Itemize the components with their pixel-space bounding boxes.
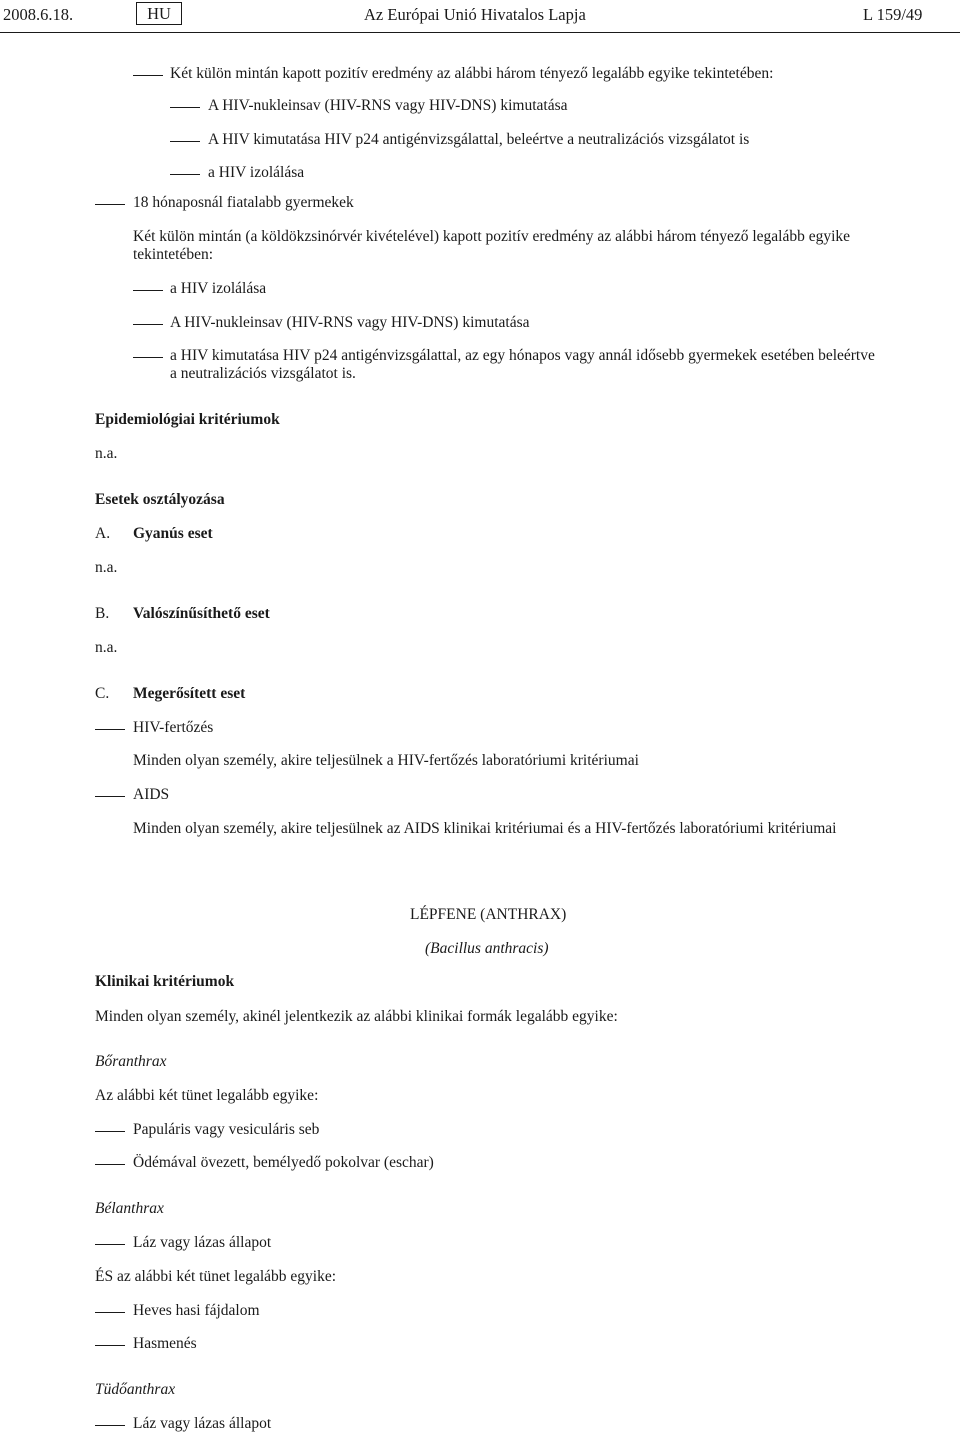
children-heading: 18 hónaposnál fiatalabb gyermekek [133, 194, 354, 211]
anthrax-subtitle: (Bacillus anthracis) [425, 940, 549, 957]
dash-marker [95, 1425, 125, 1426]
two-samples-intro: Két külön mintán kapott pozitív eredmény az alábbi három tényező legalább egyike tekintetében: [170, 65, 774, 82]
publication-date: 2008.6.18. [3, 5, 74, 24]
clinical-criteria-heading: Klinikai kritériumok [95, 973, 235, 990]
list-item: Láz vagy lázas állapot [133, 1234, 272, 1251]
children-intro-line2: tekintetében: [133, 246, 214, 263]
list-item-line2: a neutralizációs vizsgálatot is. [170, 365, 356, 382]
journal-title: Az Európai Unió Hivatalos Lapja [364, 5, 586, 24]
dash-marker [95, 729, 125, 730]
dash-marker [170, 141, 200, 142]
list-item: Ödémával övezett, bemélyedő pokolvar (eschar) [133, 1154, 434, 1171]
probable-case-value: n.a. [95, 639, 118, 656]
list-item: Heves hasi fájdalom [133, 1302, 260, 1319]
list-item: Láz vagy lázas állapot [133, 1415, 272, 1432]
suspected-case-value: n.a. [95, 559, 118, 576]
list-item: Papuláris vagy vesiculáris seb [133, 1121, 320, 1138]
dash-marker [95, 1312, 125, 1313]
children-intro-line1: Két külön mintán (a köldökzsinórvér kivételével) kapott pozitív eredmény az alábbi három tényező legalább egyike [133, 228, 851, 245]
clinical-intro: Minden olyan személy, akinél jelentkezik az alábbi klinikai formák legalább egyike: [95, 1008, 618, 1025]
hiv-infection-desc: Minden olyan személy, akire teljesülnek a HIV-fertőzés laboratóriumi kritériumai [133, 752, 639, 769]
section-letter-a: A. [95, 525, 111, 542]
section-letter-c: C. [95, 685, 110, 702]
dash-marker [133, 324, 163, 325]
list-item: a HIV izolálása [170, 280, 267, 297]
list-item: A HIV-nukleinsav (HIV-RNS vagy HIV-DNS) kimutatása [170, 314, 530, 331]
aids-label: AIDS [133, 786, 170, 803]
probable-case-title: Valószínűsíthető eset [133, 605, 270, 622]
hiv-infection-label: HIV-fertőzés [133, 719, 214, 736]
classification-heading: Esetek osztályozása [95, 491, 225, 508]
section-letter-b: B. [95, 605, 110, 622]
list-item: a HIV izolálása [208, 164, 305, 181]
dash-marker [95, 204, 125, 205]
lung-anthrax-title: Tüdőanthrax [95, 1381, 176, 1398]
gut-anthrax-title: Bélanthrax [95, 1200, 164, 1217]
confirmed-case-title: Megerősített eset [133, 685, 246, 702]
dash-marker [95, 1164, 125, 1165]
epi-value: n.a. [95, 445, 118, 462]
skin-anthrax-title: Bőranthrax [95, 1053, 167, 1070]
skin-intro: Az alábbi két tünet legalább egyike: [95, 1087, 319, 1104]
aids-desc: Minden olyan személy, akire teljesülnek az AIDS klinikai kritériumai és a HIV-fertőzés laboratóriumi kritériumai [133, 820, 837, 837]
dash-marker [95, 796, 125, 797]
language-code-box: HU [136, 2, 182, 25]
dash-marker [95, 1131, 125, 1132]
dash-marker [95, 1345, 125, 1346]
list-item-line1: a HIV kimutatása HIV p24 antigénvizsgálattal, az egy hónapos vagy annál idősebb gyermekek esetében beleértve [170, 347, 875, 364]
gut-and-intro: ÉS az alábbi két tünet legalább egyike: [95, 1268, 337, 1285]
list-item: Hasmenés [133, 1335, 197, 1352]
list-item: A HIV-nukleinsav (HIV-RNS vagy HIV-DNS) kimutatása [208, 97, 568, 114]
dash-marker [170, 107, 200, 108]
suspected-case-title: Gyanús eset [133, 525, 213, 542]
dash-marker [170, 174, 200, 175]
epi-heading: Epidemiológiai kritériumok [95, 411, 280, 428]
header-rule [0, 32, 960, 33]
page-number: L 159/49 [863, 5, 923, 24]
dash-marker [95, 1244, 125, 1245]
dash-marker [133, 75, 163, 76]
list-item: A HIV kimutatása HIV p24 antigénvizsgálattal, beleértve a neutralizációs vizsgálatot is [208, 131, 750, 148]
dash-marker [133, 290, 163, 291]
dash-marker [133, 357, 163, 358]
anthrax-title: LÉPFENE (ANTHRAX) [410, 906, 567, 923]
